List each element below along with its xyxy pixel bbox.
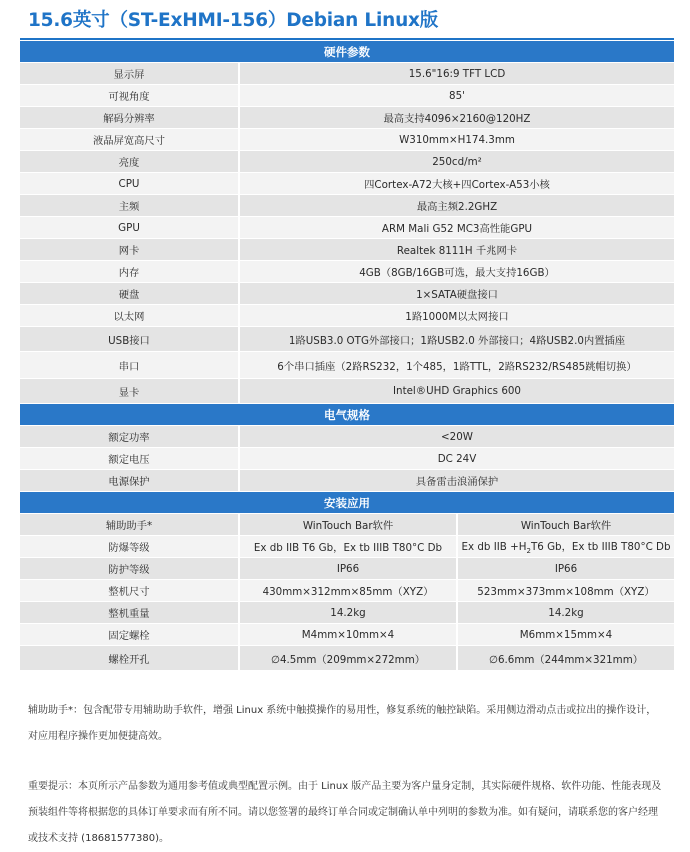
spec-label: CPU bbox=[20, 173, 238, 194]
spec-value-model-b: IP66 bbox=[456, 558, 674, 579]
important-notice: 重要提示：本页所示产品参数为通用参考值或典型配置示例。由于 Linux 版产品主要为客户量身定制，其实际硬件规格、软件功能、性能表现及预装组件等将根据您的具体订单要求而有所不同。请以您签署的最终订单合同或定制确认单中列明的参数为准。如有疑问，请联系您的客户经理或技术支持 (18681577380)。 bbox=[28, 781, 662, 844]
spec-row bbox=[20, 151, 674, 172]
spec-value-model-b: 523mm×373mm×108mm（XYZ） bbox=[456, 580, 674, 601]
spec-value-model-a: Ex db IIB T6 Gb，Ex tb IIIB T80°C Db bbox=[238, 536, 456, 557]
spec-value: 最高支持4096×2160@120HZ bbox=[238, 107, 674, 128]
spec-label: 可视角度 bbox=[20, 85, 238, 106]
assistant-footnote: 辅助助手*：包含配带专用辅助助手软件，增强 Linux 系统中触摸操作的易用性，修复系统的触控缺陷。采用侧边滑动点击或拉出的操作设计，对应用程序操作更加便捷高效。 bbox=[28, 705, 657, 742]
spec-row bbox=[20, 426, 674, 447]
spec-row bbox=[20, 558, 674, 579]
spec-row bbox=[20, 129, 674, 150]
spec-label: 硬盘 bbox=[20, 283, 238, 304]
spec-label: 固定螺栓 bbox=[20, 624, 238, 645]
spec-value: 4GB（8GB/16GB可选，最大支持16GB） bbox=[238, 261, 674, 282]
spec-value: 具备雷击浪涌保护 bbox=[238, 470, 674, 491]
spec-label: 电源保护 bbox=[20, 470, 238, 491]
spec-value-model-a: 14.2kg bbox=[238, 602, 456, 623]
spec-label: 螺栓开孔 bbox=[20, 646, 238, 670]
section-title: 硬件参数 bbox=[20, 41, 674, 62]
spec-label: GPU bbox=[20, 217, 238, 238]
spec-value-model-b: WinTouch Bar软件 bbox=[456, 514, 674, 535]
spec-value-model-a: M4mm×10mm×4 bbox=[238, 624, 456, 645]
spec-value: W310mm×H174.3mm bbox=[238, 129, 674, 150]
spec-value: 1×SATA硬盘接口 bbox=[238, 283, 674, 304]
spec-row bbox=[20, 327, 674, 351]
spec-value-model-a: 430mm×312mm×85mm（XYZ） bbox=[238, 580, 456, 601]
spec-value: 1路1000M以太网接口 bbox=[238, 305, 674, 326]
spec-label: USB接口 bbox=[20, 327, 238, 351]
spec-row bbox=[20, 195, 674, 216]
spec-label: 内存 bbox=[20, 261, 238, 282]
spec-row bbox=[20, 514, 674, 535]
value-text: T6 Gb，Ex tb IIIB T80°C Db bbox=[530, 540, 671, 553]
spec-label: 辅助助手* bbox=[20, 514, 238, 535]
spec-label: 以太网 bbox=[20, 305, 238, 326]
spec-value: 6个串口插座（2路RS232，1个485，1路TTL，2路RS232/RS485跳帽切换） bbox=[238, 352, 674, 378]
section-header-installation bbox=[20, 492, 674, 513]
spec-row bbox=[20, 646, 674, 670]
spec-value: 250cd/m² bbox=[238, 151, 674, 172]
spec-row bbox=[20, 107, 674, 128]
spec-label: 亮度 bbox=[20, 151, 238, 172]
spec-row bbox=[20, 602, 674, 623]
section-title: 安装应用 bbox=[20, 492, 674, 513]
spec-row bbox=[20, 173, 674, 194]
spec-value: DC 24V bbox=[238, 448, 674, 469]
spec-value: 最高主频2.2GHZ bbox=[238, 195, 674, 216]
spec-label: 防爆等级 bbox=[20, 536, 238, 557]
spec-label: 网卡 bbox=[20, 239, 238, 260]
spec-value: 1路USB3.0 OTG外部接口；1路USB2.0 外部接口；4路USB2.0内置插座 bbox=[238, 327, 674, 351]
section-title: 电气规格 bbox=[20, 404, 674, 425]
section-header-hardware bbox=[20, 41, 674, 62]
spec-value: ARM Mali G52 MC3高性能GPU bbox=[238, 217, 674, 238]
spec-row bbox=[20, 283, 674, 304]
spec-row bbox=[20, 217, 674, 238]
spec-label: 整机重量 bbox=[20, 602, 238, 623]
section-header-electrical bbox=[20, 404, 674, 425]
page-title: 15.6英寸（ST-ExHMI-156）Debian Linux版 bbox=[28, 10, 439, 31]
spec-row bbox=[20, 448, 674, 469]
spec-value: 15.6"16:9 TFT LCD bbox=[238, 63, 674, 84]
spec-row bbox=[20, 379, 674, 403]
spec-label: 液晶屏宽高尺寸 bbox=[20, 129, 238, 150]
spec-row bbox=[20, 305, 674, 326]
spec-label: 主频 bbox=[20, 195, 238, 216]
value-subscript: 2 bbox=[526, 547, 531, 556]
spec-value: <20W bbox=[238, 426, 674, 447]
spec-table bbox=[20, 40, 674, 671]
spec-value-model-b: M6mm×15mm×4 bbox=[456, 624, 674, 645]
spec-value: 四Cortex-A72大核+四Cortex-A53小核 bbox=[238, 173, 674, 194]
spec-value-model-b: ∅6.6mm（244mm×321mm） bbox=[456, 646, 674, 670]
spec-value-model-a: WinTouch Bar软件 bbox=[238, 514, 456, 535]
value-text: Ex db IIB +H bbox=[461, 540, 527, 553]
spec-value: Realtek 8111H 千兆网卡 bbox=[238, 239, 674, 260]
spec-value-model-a: IP66 bbox=[238, 558, 456, 579]
spec-label: 显示屏 bbox=[20, 63, 238, 84]
spec-label: 整机尺寸 bbox=[20, 580, 238, 601]
spec-label: 解码分辨率 bbox=[20, 107, 238, 128]
spec-row bbox=[20, 85, 674, 106]
spec-value-model-b: 14.2kg bbox=[456, 602, 674, 623]
spec-row bbox=[20, 536, 674, 557]
spec-row bbox=[20, 624, 674, 645]
spec-row bbox=[20, 470, 674, 491]
spec-label: 防护等级 bbox=[20, 558, 238, 579]
spec-row bbox=[20, 63, 674, 84]
spec-value: Intel®UHD Graphics 600 bbox=[238, 379, 674, 403]
spec-row bbox=[20, 580, 674, 601]
spec-label: 额定电压 bbox=[20, 448, 238, 469]
spec-row bbox=[20, 239, 674, 260]
spec-label: 串口 bbox=[20, 352, 238, 378]
spec-row bbox=[20, 261, 674, 282]
spec-value-model-b bbox=[456, 536, 674, 557]
spec-label: 显卡 bbox=[20, 379, 238, 403]
spec-value: 85' bbox=[238, 85, 674, 106]
spec-row bbox=[20, 352, 674, 378]
spec-value-model-a: ∅4.5mm（209mm×272mm） bbox=[238, 646, 456, 670]
spec-label: 额定功率 bbox=[20, 426, 238, 447]
